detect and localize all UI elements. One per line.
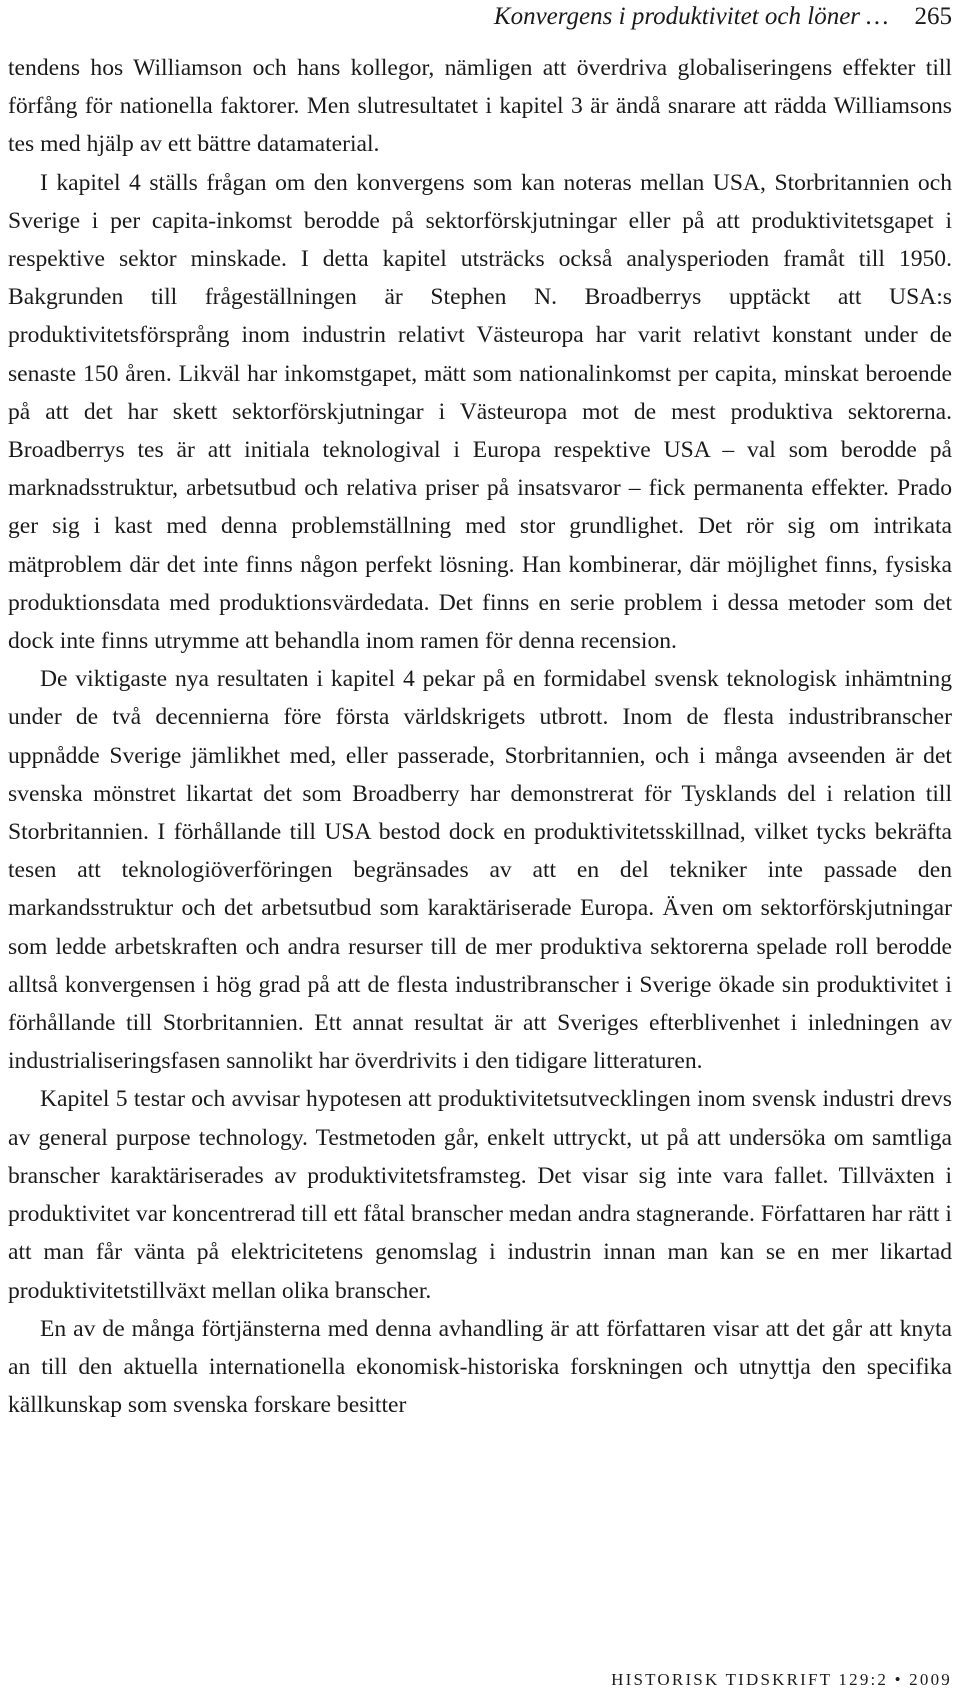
paragraph-chapter-5: Kapitel 5 testar och avvisar hypotesen att produktivitetsutvecklingen inom svensk industri drevs av general purpose technology. Testmetoden går, enkelt uttryckt, ut på att undersöka om samtliga branscher karaktäriserades av produktivitetsframsteg. Det visar sig inte vara fallet. Tillväxten i produktivitet var koncentrerad till ett fåtal branscher medan andra stagnerande. Författaren har rätt i att man får vänta på elektricitetens genomslag i industrin innan man kan se en mer likartad produktivitetstillväxt mellan olika branscher. <box>8 1086 952 1304</box>
paragraph-continuation: tendens hos Williamson och hans kollegor, nämligen att överdriva globaliseringens effekter till förfång för nationella faktorer. Men slutresultatet i kapitel 3 är ändå snarare att rädda Williamsons tes med hjälp av ett bättre datamaterial. <box>8 55 952 158</box>
paragraph-chapter-4-results: De viktigaste nya resultaten i kapitel 4 pekar på en formidabel svensk teknologisk inhämtning under de två decennierna före första världskrigets utbrott. Inom de flesta industribranscher uppnådde Sverige jämlikhet med, eller passerade, Storbritannien, och i många avseenden är det svenska mönstret likartat det som Broadberry har demonstrerat för Tysklands del i relation till Storbritannien. I förhållande till USA bestod dock en produktivitetsskillnad, vilket tycks bekräfta tesen att teknologiöverföringen begränsades av att en del tekniker inte passade den markandsstruktur och det arbetsutbud som karaktäriserade Europa. Även om sektorförskjutningar som ledde arbetskraften och andra resurser till de mer produktiva sektorerna spelade roll berodde alltså konvergensen i hög grad på att de flesta industribranscher i Sverige ökade sin produktivitet i förhållande till Storbritannien. Ett annat resultat är att Sveriges efterblivenhet i inledningen av industrialiseringsfasen sannolikt har överdrivits i den tidigare litteraturen. <box>8 666 952 1075</box>
paragraph-merits: En av de många förtjänsterna med denna avhandling är att författaren visar att det går att knyta an till den aktuella internationella ekonomisk-historiska forskningen och utnyttja den specifika källkunskap som svenska forskare besitter <box>8 1315 952 1419</box>
journal-footer: HISTORISK TIDSKRIFT 129:2 • 2009 <box>611 1670 952 1689</box>
body-text <box>8 49 952 1424</box>
running-head <box>494 0 952 34</box>
paragraph-chapter-4: I kapitel 4 ställs frågan om den konvergens som kan noteras mellan USA, Storbritannien och Sverige i per capita-inkomst berodde på sektorförskjutningar eller på att produktivitetsgapet i respektive sektor minskade. I detta kapitel utsträcks också analysperioden framåt till 1950. Bakgrunden till frågeställningen är Stephen N. Broadberrys upptäckt att USA:s produktivitetsförsprång inom industrin relativt Västeuropa har varit relativt konstant under de senaste 150 åren. Likväl har inkomstgapet, mätt som nationalinkomst per capita, minskat beroende på att det har skett sektorförskjutningar i Västeuropa mot de mest produktiva sektorerna. Broadberrys tes är att initiala teknologival i Europa respektive USA – val som berodde på marknadsstruktur, arbetsutbud och relativa priser på insatsvaror – fick permanenta effekter. Prado ger sig i kast med denna problemställning med stor grundlighet. Det rör sig om intrikata mätproblem där det inte finns någon perfekt lösning. Han kombinerar, där möjlighet finns, fysiska produktionsdata med produktionsvärdedata. Det finns en serie problem i dessa metoder som det dock inte finns utrymme att behandla inom ramen för denna recension. <box>8 169 952 655</box>
page-number: 265 <box>914 3 952 30</box>
running-head-title: Konvergens i produktivitet och löner … <box>493 3 889 30</box>
page <box>8 0 952 1699</box>
